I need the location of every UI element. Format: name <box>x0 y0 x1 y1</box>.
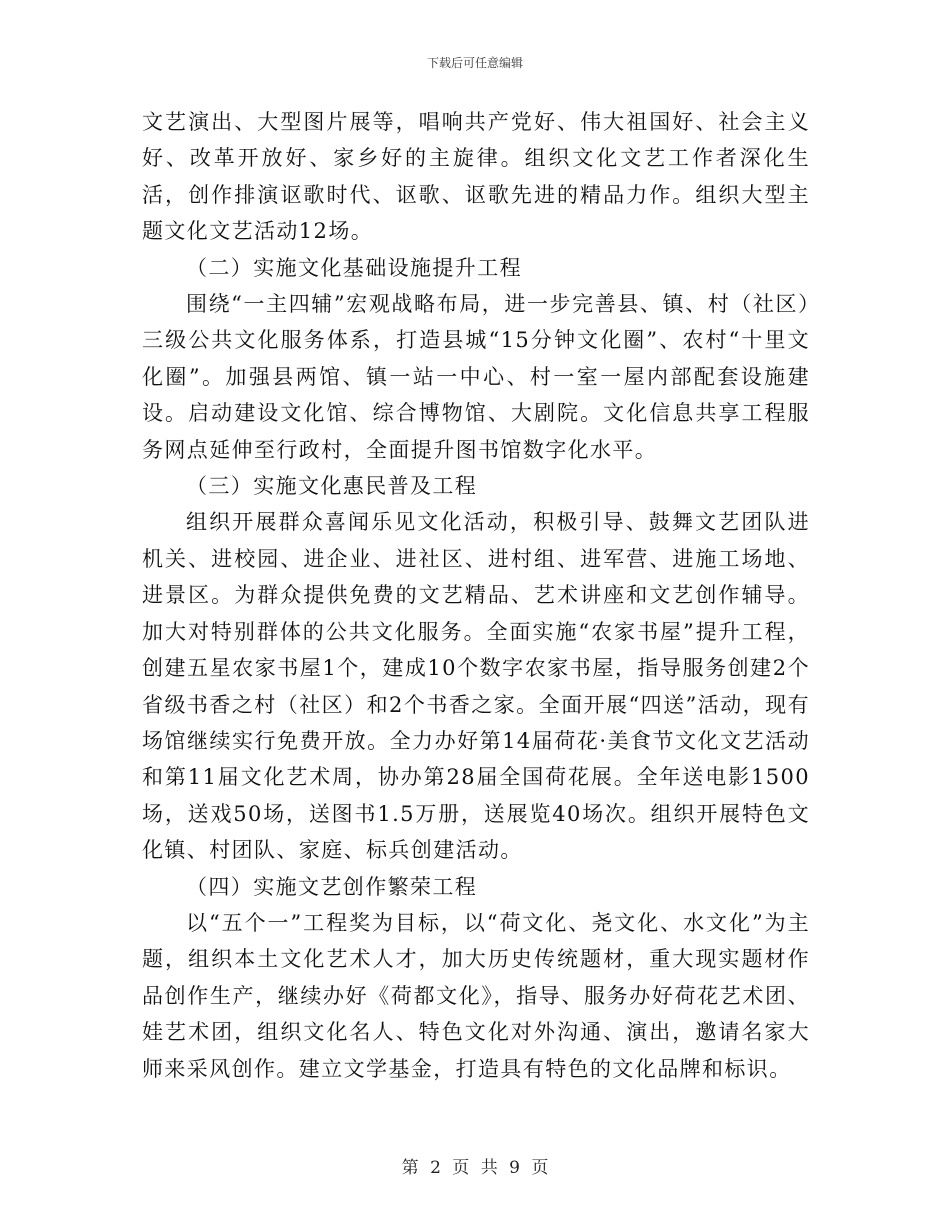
page-number-footer: 第 2 页 共 9 页 <box>401 1158 549 1178</box>
paragraph-continuation: 文艺演出、大型图片展等，唱响共产党好、伟大祖国好、社会主义好、改革开放好、家乡好的主旋律。组织文化文艺工作者深化生活，创作排演讴歌时代、讴歌、讴歌先进的精品力作。组织大型主题文化文艺活动12场。 <box>142 110 810 244</box>
paragraph-creative: 以“五个一”工程奖为目标，以“荷文化、尧文化、水文化”为主题，组织本土文化艺术人才，加大历史传统题材，重大现实题材作品创作生产，继续办好《荷都文化》，指导、服务办好荷花艺术团、娃艺术团，组织文化名人、特色文化对外沟通、演出，邀请名家大师来采风创作。建立文学基金，打造具有特色的文化品牌和标识。 <box>142 910 810 1081</box>
section-heading-2: （二）实施文化基础设施提升工程 <box>186 255 522 280</box>
paragraph-public-benefit: 组织开展群众喜闻乐见文化活动，积极引导、鼓舞文艺团队进机关、进校园、进企业、进社区、进村组、进军营、进施工场地、进景区。为群众提供免费的文艺精品、艺术讲座和文艺创作辅导。加大对特别群体的公共文化服务。全面实施“农家书屋”提升工程，创建五星农家书屋1个，建成10个数字农家书屋，指导服务创建2个省级书香之村（社区）和2个书香之家。全面开展“四送”活动，现有场馆继续实行免费开放。全力办好第14届荷花·美食节文化文艺活动和第11届文化艺术周，协办第28届全国荷花展。全年送电影1500场，送戏50场，送图书1.5万册，送展览40场次。组织开展特色文化镇、村团队、家庭、标兵创建活动。 <box>142 510 810 863</box>
section-heading-4: （四）实施文艺创作繁荣工程 <box>186 874 478 899</box>
document-body <box>142 104 810 1087</box>
paragraph-infrastructure: 围绕“一主四辅”宏观战略布局，进一步完善县、镇、村（社区）三级公共文化服务体系，打造县城“15分钟文化圈”、农村“十里文化圈”。加强县两馆、镇一站一中心、村一室一屋内部配套设施建设。启动建设文化馆、综合博物馆、大剧院。文化信息共享工程服务网点延伸至行政村，全面提升图书馆数字化水平。 <box>142 292 810 462</box>
section-heading-3: （三）实施文化惠民普及工程 <box>186 474 478 499</box>
page-header: 下载后可任意编辑 <box>426 56 523 70</box>
